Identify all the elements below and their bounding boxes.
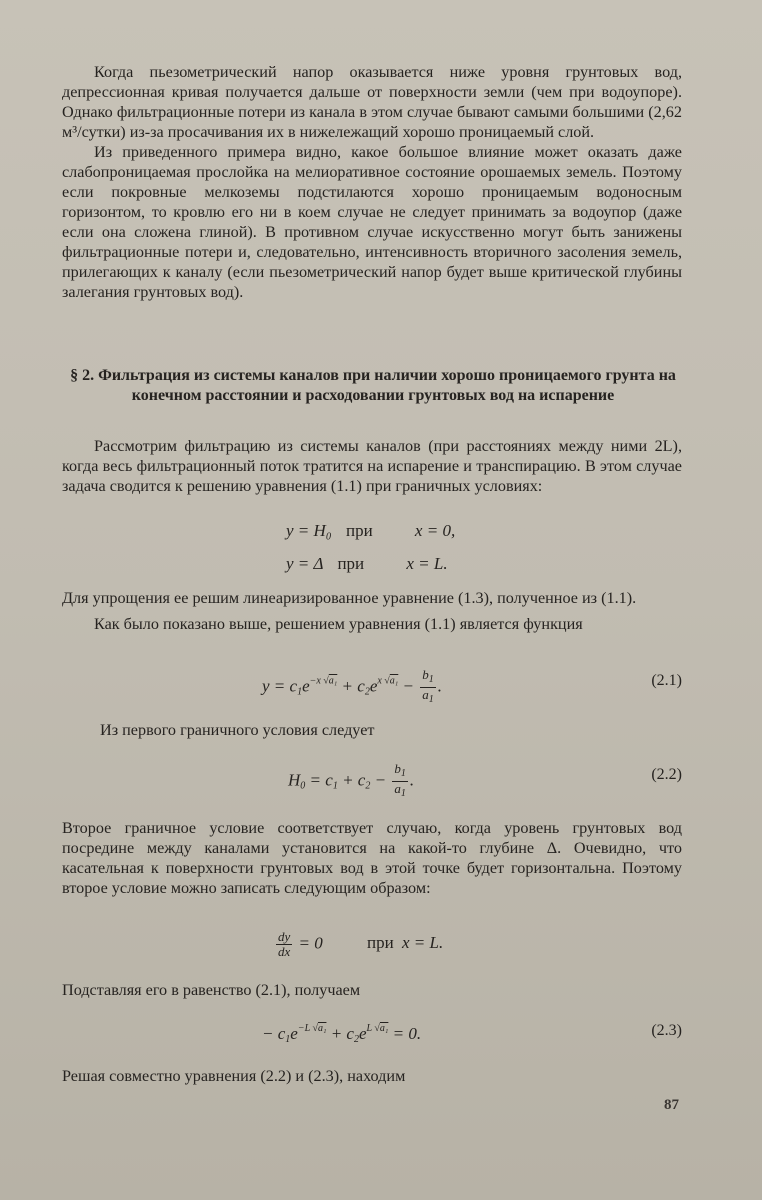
bc2-word: при	[337, 554, 365, 573]
paragraph-solving: Решая совместно уравнения (2.2) и (2.3), находим	[62, 1067, 406, 1085]
bc2-rhs: x = L.	[406, 554, 448, 573]
intro-text-block	[62, 436, 682, 496]
equation-2-2: $H_0 = c_1 + c_2$ − $\frac{b_1}{a_1}$ .	[288, 761, 415, 799]
fraction-b1-a1-second: $\frac{b_1}{a_1}$	[394, 761, 406, 799]
fraction-b1-a1: $\frac{b_1}{a_1}$	[422, 667, 434, 705]
boundary-condition-2	[286, 553, 448, 575]
paragraph-shown: Как было показано выше, решением уравнения (1.1) является функция	[94, 615, 583, 633]
top-text-block	[62, 62, 682, 302]
equation-derivative: $\frac{dy}{dx}$ = 0 при x = L.	[278, 929, 444, 959]
fraction-dy-dx: $\frac{dy}{dx}$	[278, 929, 291, 959]
equation-2-1: $y = c_1e^{-x √a_1} + c_2e^{x √a_1}$ − $\frac{b_1}{a_1}$ .	[262, 667, 443, 705]
section-heading: § 2. Фильтрация из системы каналов при наличии хорошо проницаемого грунта на конечном расстоянии и расходовании грунтовых вод на испарение	[70, 367, 676, 404]
equation-2-3: − $c_1e^{-L √a_1} + c_2e^{L √a_1} = 0$.	[262, 1023, 422, 1045]
bc1-word: при	[345, 521, 373, 540]
derivative-word: при	[367, 933, 394, 953]
solving-block	[62, 1066, 682, 1086]
page-number: 87	[664, 1097, 679, 1113]
bc1-lhs: y = H₀	[286, 521, 332, 540]
bc2-lhs: y = Δ	[286, 554, 324, 573]
substitute-block	[62, 980, 682, 1000]
equation-2-1-number: (2.1)	[651, 672, 682, 689]
paragraph-second-condition: Второе граничное условие соответствует случаю, когда уровень грунтовых вод посредине между каналами установится на какой-то глубине Δ. Очевидно, что касательная к поверхности грунтовых вод в этой точке будет горизонтальна. Поэтому второе условие можно записать следующим образом:	[62, 819, 682, 897]
paragraph-intro: Рассмотрим фильтрацию из системы каналов (при расстояниях между ними 2L), когда весь фильтрационный поток тратится на испарение и транспирацию. В этом случае задача сводится к решению уравнения (1.1) при граничных условиях:	[62, 437, 682, 495]
paragraph-simplify: Для упрощения ее решим линеаризированное уравнение (1.3), полученное из (1.1).	[62, 589, 637, 607]
equation-2-2-number: (2.2)	[651, 766, 682, 783]
second-condition-block	[62, 818, 682, 898]
first-condition-block	[62, 720, 682, 740]
boundary-condition-1	[286, 520, 455, 542]
paragraph-piezometric: Когда пьезометрический напор оказывается ниже уровня грунтовых вод, депрессионная кривая получается дальше от поверхности земли (чем при водоупоре). Однако фильтрационные потери из канала в этом случае бывают самыми большими (2,62 м³/сутки) из-за просачивания их в нижележащий хорошо проницаемый слой.	[62, 63, 682, 141]
paragraph-first-condition: Из первого граничного условия следует	[100, 721, 375, 739]
middle-text-block	[62, 588, 682, 634]
equation-2-3-number: (2.3)	[651, 1022, 682, 1039]
paragraph-substitute: Подставляя его в равенство (2.1), получаем	[62, 981, 361, 999]
paragraph-example-influence: Из приведенного примера видно, какое большое влияние может оказать даже слабопроницаемая прослойка на мелиоративное состояние орошаемых земель. Поэтому если покровные мелкоземы подстилаются хорошо проницаемым водоносным горизонтом, то кровлю его ни в коем случае не следует принимать за водоупор (даже если она сложена глиной). В противном случае искусственно могут быть занижены фильтрационные потери и, следовательно, интенсивность вторичного засоления земель, прилегающих к каналу (если пьезометрический напор будет выше критической глубины залегания грунтовых вод).	[62, 143, 682, 301]
bc1-rhs: x = 0,	[414, 521, 456, 540]
